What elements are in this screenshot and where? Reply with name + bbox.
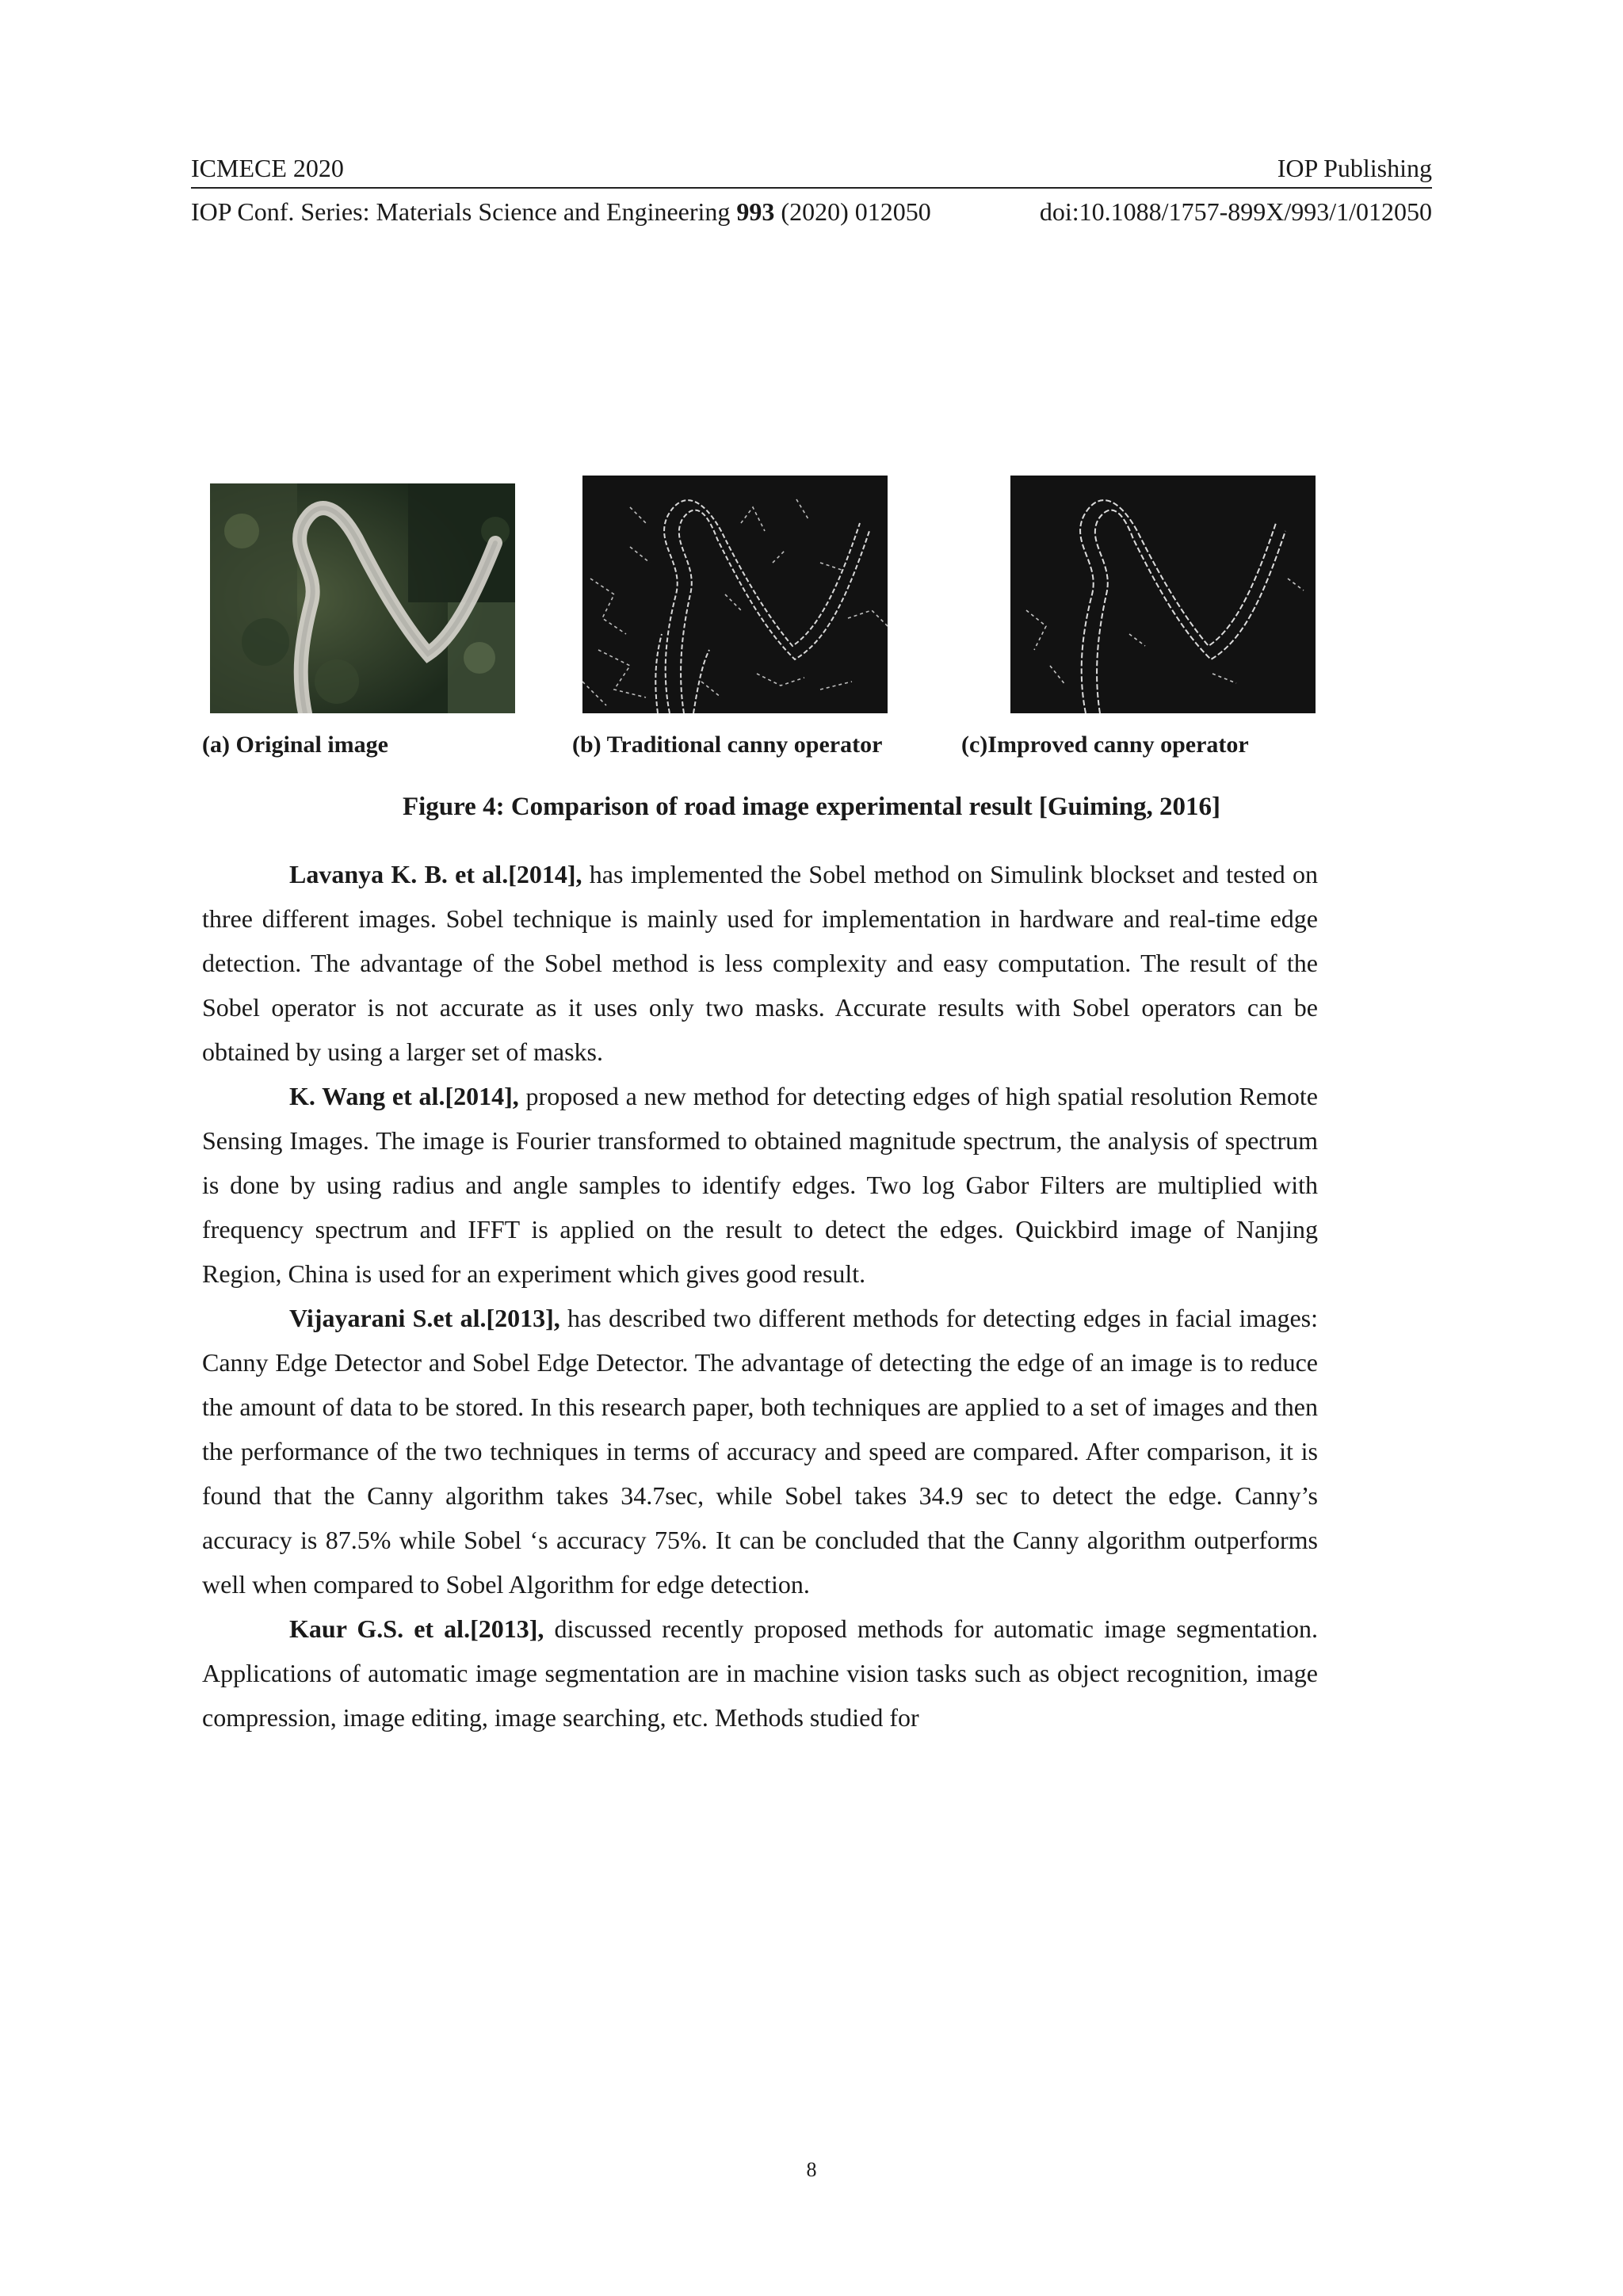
paragraph-text: has implemented the Sobel method on Simulink blockset and tested on three different images. Sobel technique is mainly used for implementation in hardware and real-time edge detection. The advantage of the Sobel method is less complexity and easy computation. The result of the Sobel operator is not accurate as it uses only two masks. Accurate results with Sobel operators can be obtained by using a larger set of masks. — [202, 860, 1319, 1066]
citation-lead: K. Wang et al.[2014], — [289, 1082, 519, 1110]
paragraph-text: proposed a new method for detecting edges of high spatial resolution Remote Sensing Images. The image is Fourier transformed to obtained magnitude spectrum, the analysis of spectrum is done by using radius and angle samples to identify edges. Two log Gabor Filters are multiplied with frequency spectrum and IFFT is applied on the result to detect the edges. Quickbird image of Nanjing Region, China is used for an experiment which gives good result. — [202, 1082, 1319, 1288]
panel-label-a: (a) Original image — [202, 732, 388, 758]
panel-label-b: (b) Traditional canny operator — [572, 732, 883, 758]
paragraph-text: discussed recently proposed methods for automatic image segmentation. Applications of automatic image segmentation are in machine vision tasks such as object recognition, image compression, image editing, image searching, etc. Methods studied for — [202, 1614, 1319, 1732]
paragraph — [202, 852, 1318, 1074]
paragraph — [202, 1074, 1318, 1296]
body-text — [202, 852, 1318, 1740]
traditional-canny-image — [582, 476, 888, 713]
figure-caption: Figure 4: Comparison of road image experimental result [Guiming, 2016] — [402, 793, 1221, 821]
header-rule — [191, 187, 1432, 189]
running-header — [191, 151, 1432, 230]
series-info: IOP Conf. Series: Materials Science and Engineering 993 (2020) 012050 — [191, 197, 931, 226]
conference-name: ICMECE 2020 — [191, 154, 344, 182]
citation-lead: Kaur G.S. et al.[2013], — [289, 1614, 544, 1643]
paragraph-text: has described two different methods for detecting edges in facial images: Canny Edge Detector and Sobel Edge Detector. The advantage of detecting the edge of an image is to reduce the amount of data to be stored. In this research paper, both techniques are applied to a set of images and then the performance of the two techniques in terms of accuracy and speed are compared. After comparison, it is found that the Canny algorithm takes 34.7sec, while Sobel takes 34.9 sec to detect the edge. Canny’s accuracy is 87.5% while Sobel ‘s accuracy 75%. It can be concluded that the Canny algorithm outperforms well when compared to Sobel Algorithm for edge detection. — [202, 1304, 1319, 1599]
doi: doi:10.1088/1757-899X/993/1/012050 — [1039, 197, 1432, 226]
page-number: 8 — [806, 2158, 817, 2181]
paragraph — [202, 1606, 1318, 1740]
citation-lead: Lavanya K. B. et al.[2014], — [289, 860, 582, 888]
publisher-name: IOP Publishing — [1277, 154, 1432, 182]
panel-label-c: (c)Improved canny operator — [961, 732, 1249, 758]
citation-lead: Vijayarani S.et al.[2013], — [289, 1304, 560, 1332]
improved-canny-image — [1010, 476, 1316, 713]
original-road-image — [210, 483, 515, 713]
paragraph — [202, 1296, 1318, 1606]
volume-number: 993 — [736, 197, 775, 226]
